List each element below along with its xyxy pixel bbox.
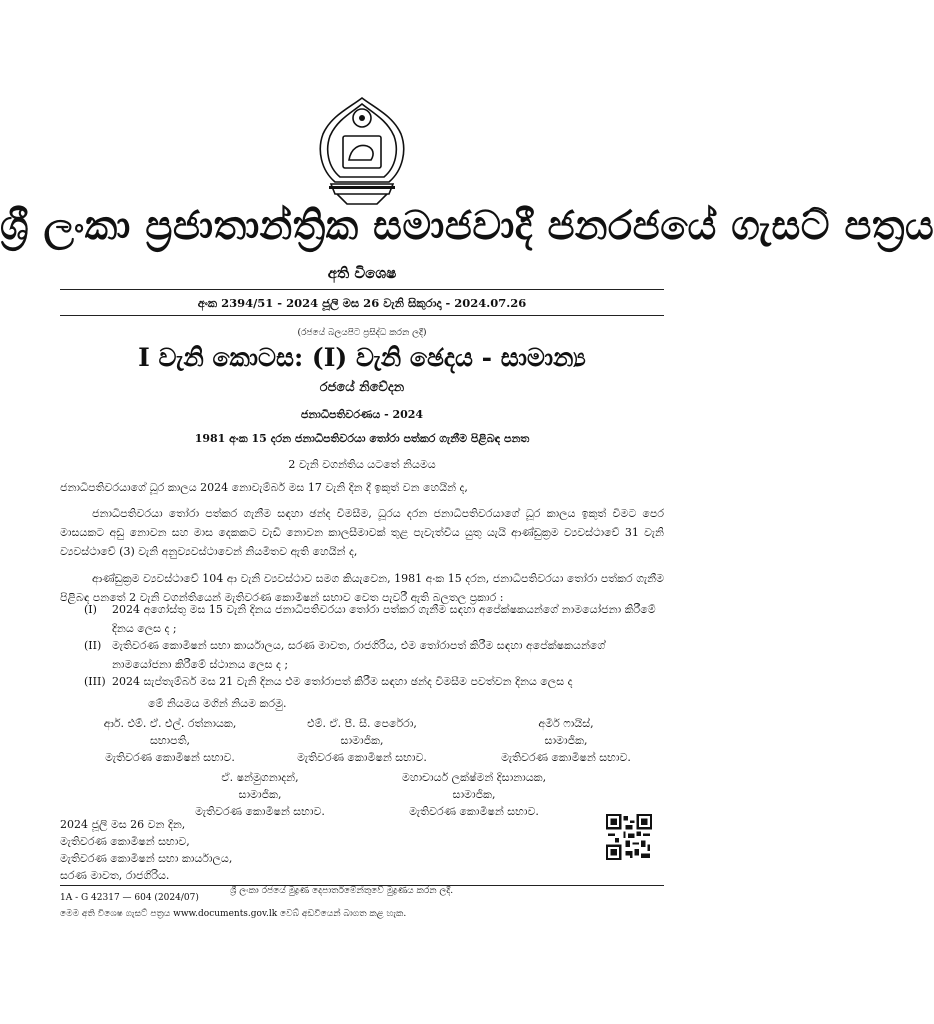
- notifications-heading: රජයේ නිවේදන: [319, 380, 405, 395]
- qr-code-icon: [606, 814, 652, 860]
- list-item: [84, 636, 664, 674]
- rule-reference: 2 වැනි වගන්තිය යටතේ නියමය: [288, 458, 436, 471]
- conclusion: මේ නියමය මගින් නියම කරමු.: [148, 697, 287, 710]
- extraordinary-label: අති විශෙෂ: [327, 264, 397, 282]
- published-by: (රජයේ බලයපිට ප්‍රසිද්ධ කරන ලදී): [297, 328, 427, 338]
- act-title: 1981 අංක 15 දරන ජනාධිපතිවරයා තෝරා පත්කර ගැනීම පිළිබඳ පනත: [194, 432, 530, 445]
- header-rule-top: [60, 289, 664, 290]
- issue-line: අංක 2394/51 - 2024 ජූලි මස 26 වැනි සිකුරාදා - 2024.07.26: [197, 296, 527, 310]
- print-code: 1A - G 42317 — 604 (2024/07): [60, 893, 199, 903]
- signatory-role: සාමාජික,: [544, 734, 588, 747]
- part-heading: I වැනි කොටස: (I) වැනි ඡෙදය - සාමාන්‍ය: [138, 343, 586, 372]
- state-emblem: [309, 94, 415, 206]
- signatory-body: මැතිවරණ කොමිෂන් සභාව.: [105, 751, 235, 764]
- list-text: 2024 අගෝස්තු මස 15 වැනි දිනය ජනාධිපතිවරයා තෝරා පත්කර ගැනීම සඳහා අපේක්ෂකයන්ගේ නාමයෝජනා කිරීමේ දිනය ලෙස ද ;: [112, 603, 656, 635]
- signatory-name: එම්. ඒ. පී. සී. පෙරේරා,: [307, 717, 417, 730]
- issuing-address: [60, 816, 232, 884]
- paragraph-2: ජනාධිපතිවරයා තෝරා පත්කර ගැනීම සඳහා ඡන්ද විමසීම, ධූරය දරන ජනාධිපතිවරයාගේ ධූර කාලය ඉකුත් වීමට පෙර මාසයකට අඩු නොවන සහ මාස දෙකකට වැඩි නොවන කාලසීමාවක් තුළ පැවැත්විය යුතු යැයි ආණ්ඩුක්‍රම ව්‍යවස්ථාවේ 31 වැනි ව්‍යවස්ථාවේ (3) වැනි අනුව්‍යවස්ථාවෙන් නියමිතව ඇති හෙයින් ද,: [60, 507, 664, 558]
- signatory-role: සාමාජික,: [452, 788, 496, 801]
- signatory-role: සාමාජික,: [340, 734, 384, 747]
- list-text: මැතිවරණ කොමිෂන් සභා කාර්යාලය, සරණ මාවත, රාජගිරිය, එම තෝරාපත් කිරීම සඳහා අපේක්ෂකයන්ගේ නාමයෝජනා කිරීමේ ස්ථානය ලෙස ද ;: [112, 639, 606, 671]
- signatory-body: මැතිවරණ කොමිෂන් සභාව.: [297, 751, 427, 764]
- paragraph-3: ආණ්ඩුක්‍රම ව්‍යවස්ථාවේ 104 ආ වැනි ව්‍යවස්ථාව සමග කියැවෙන, 1981 අංක 15 දරන, ජනාධිපතිවරයා තෝරා පත්කර ගැනීම පිළිබඳ පනතේ 2 වැනි වගන්තියෙන් මැතිවරණ කොමිෂන් සභාව වෙත පැවරී ඇති බලතල ප්‍රකාර :: [60, 572, 664, 604]
- signatory-role: සාමාජික,: [238, 788, 282, 801]
- list-number: (I): [84, 603, 97, 616]
- signature-block: [466, 715, 666, 766]
- list-item: [84, 600, 664, 638]
- signatory-body: මැතිවරණ කොමිෂන් සභාව.: [195, 805, 325, 818]
- signature-block: [262, 715, 462, 766]
- signatory-role: සභාපති,: [149, 734, 191, 747]
- signatory-body: මැතිවරණ කොමිෂන් සභාව.: [501, 751, 631, 764]
- gazette-title: ශ්‍රී ලංකා ප්‍රජාතාන්ත්‍රික සමාජවාදී ජනරජයේ ගැසට් පත්‍රය: [0, 202, 934, 249]
- signatory-name: මහාචාර්ය ලක්ෂ්මන් දිසානායක,: [401, 771, 547, 784]
- paragraph-1: ජනාධිපතිවරයාගේ ධූර කාලය 2024 නොවැම්බර් මස 17 වැනි දින දී ඉකුත් වන හෙයින් ද,: [60, 481, 468, 494]
- office-address: සරණ මාවත, රාජගිරිය.: [60, 869, 170, 882]
- printer-note: ශ්‍රී ලංකා රජයේ මුද්‍රණ දෙපාර්තමේන්තුවේ මුද්‍රණය කරන ලදී.: [230, 886, 454, 896]
- header-rule-bottom: [60, 315, 664, 316]
- issue-date: 2024 ජූලි මස 26 වන දින,: [60, 818, 186, 831]
- office-line-1: මැතිවරණ කොමිෂන් සභාව,: [60, 835, 190, 848]
- list-text: 2024 සැප්තැම්බර් මස 21 වැනි දිනය එම තෝරාපත් කිරීම සඳහා ඡන්ද විමසීම පවත්වන දිනය ලෙස ද: [112, 675, 573, 688]
- list-number: (III): [84, 675, 106, 688]
- signature-block: [160, 769, 360, 820]
- signatory-body: මැතිවරණ කොමිෂන් සභාව.: [409, 805, 539, 818]
- signatory-name: අමීර් ෆායිස්,: [538, 717, 594, 730]
- signature-block: [362, 769, 586, 820]
- signatory-name: ඒ. ෂන්මුගනාදන්,: [221, 771, 299, 784]
- signatory-name: ආර්. එම්. ඒ. එල්. රත්නායක,: [103, 717, 237, 730]
- website-note: මෙම අති විශෙෂ ගැසට් පත්‍රය www.documents.gov.lk වෙබ් අඩවියෙන් බාගත කළ හැක.: [60, 909, 407, 919]
- signature-block: [70, 715, 270, 766]
- election-heading: ජනාධිපතිවරණය - 2024: [300, 408, 424, 421]
- list-number: (II): [84, 639, 102, 652]
- office-line-2: මැතිවරණ කොමිෂන් සභා කාර්යාලය,: [60, 852, 233, 865]
- list-item: [84, 672, 664, 691]
